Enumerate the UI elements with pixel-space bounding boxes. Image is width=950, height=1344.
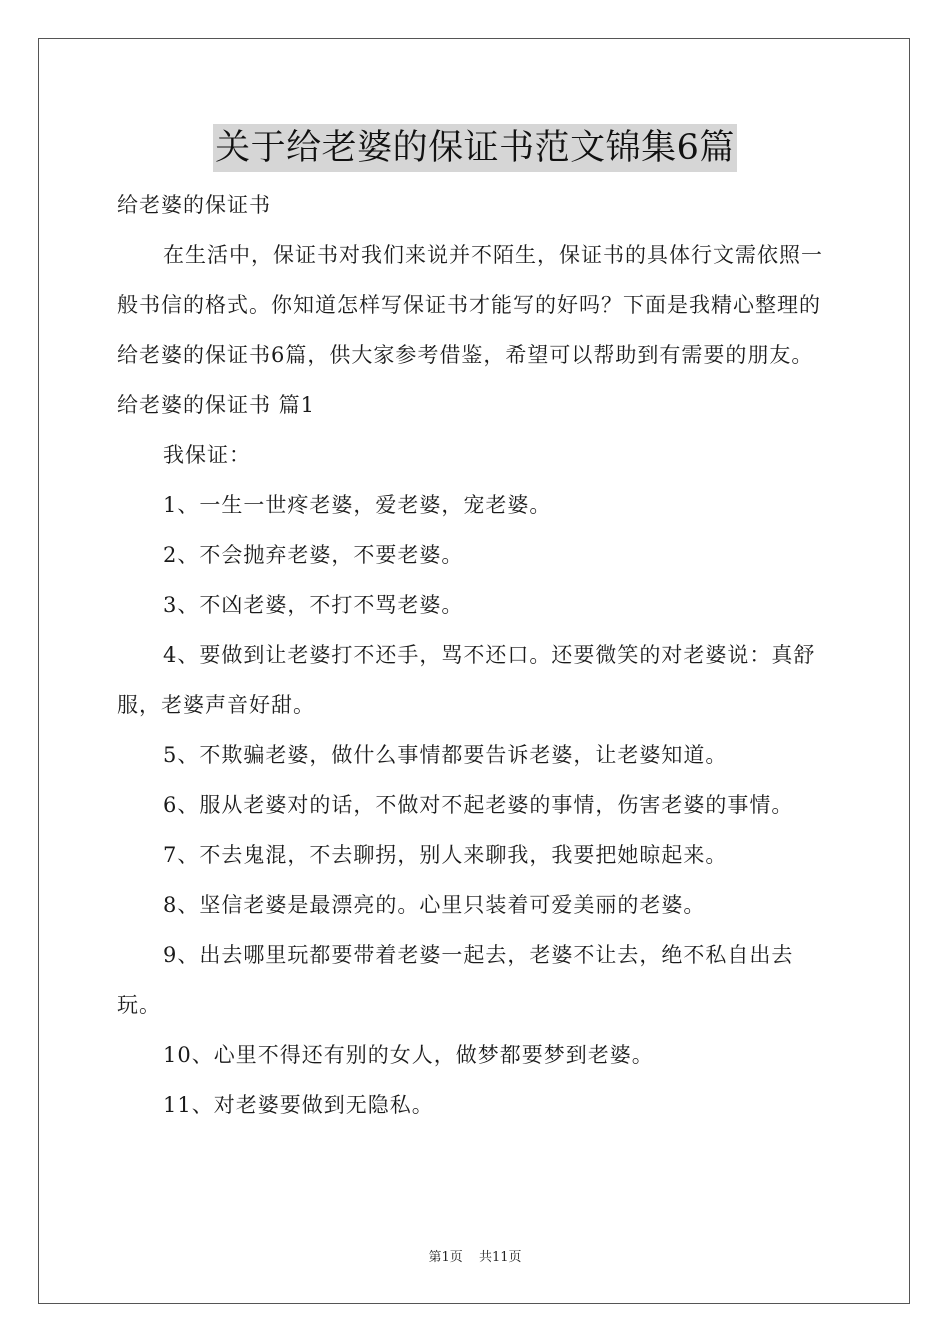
pledge-item: 3、不凶老婆，不打不骂老婆。 bbox=[163, 593, 464, 617]
pledge-intro: 我保证： bbox=[163, 443, 251, 467]
pledge-item: 2、不会抛弃老婆，不要老婆。 bbox=[163, 543, 464, 567]
page-footer bbox=[0, 1246, 950, 1265]
pledge-item: 9、出去哪里玩都要带着老婆一起去，老婆不让去，绝不私自出去玩。 bbox=[117, 943, 794, 1017]
pledge-item: 5、不欺骗老婆，做什么事情都要告诉老婆，让老婆知道。 bbox=[163, 743, 728, 767]
section-heading: 给老婆的保证书 篇1 bbox=[117, 393, 316, 417]
pledge-item: 1、一生一世疼老婆，爱老婆，宠老婆。 bbox=[163, 493, 552, 517]
document-title: 关于给老婆的保证书范文锦集6篇 bbox=[213, 124, 737, 172]
intro-paragraph: 在生活中，保证书对我们来说并不陌生，保证书的具体行文需依照一般书信的格式。你知道怎样写保证书才能写的好吗？下面是我精心整理的给老婆的保证书6篇，供大家参考借鉴，希望可以帮助到有需要的朋友。 bbox=[117, 243, 823, 367]
document-heading: 给老婆的保证书 bbox=[117, 193, 271, 217]
pledge-item: 4、要做到让老婆打不还手，骂不还口。还要微笑的对老婆说：真舒服，老婆声音好甜。 bbox=[117, 643, 816, 717]
document-body bbox=[117, 180, 837, 1130]
pledge-item: 7、不去鬼混，不去聊拐，别人来聊我，我要把她晾起来。 bbox=[163, 843, 728, 867]
pledge-item: 6、服从老婆对的话，不做对不起老婆的事情，伤害老婆的事情。 bbox=[163, 793, 794, 817]
page-total: 共11页 bbox=[478, 1250, 522, 1265]
pledge-item: 10、心里不得还有别的女人，做梦都要梦到老婆。 bbox=[163, 1043, 654, 1067]
pledge-item: 11、对老婆要做到无隐私。 bbox=[163, 1093, 434, 1117]
title-container bbox=[0, 124, 950, 172]
page-number: 第1页 bbox=[428, 1250, 463, 1265]
pledge-item: 8、坚信老婆是最漂亮的。心里只装着可爱美丽的老婆。 bbox=[163, 893, 706, 917]
